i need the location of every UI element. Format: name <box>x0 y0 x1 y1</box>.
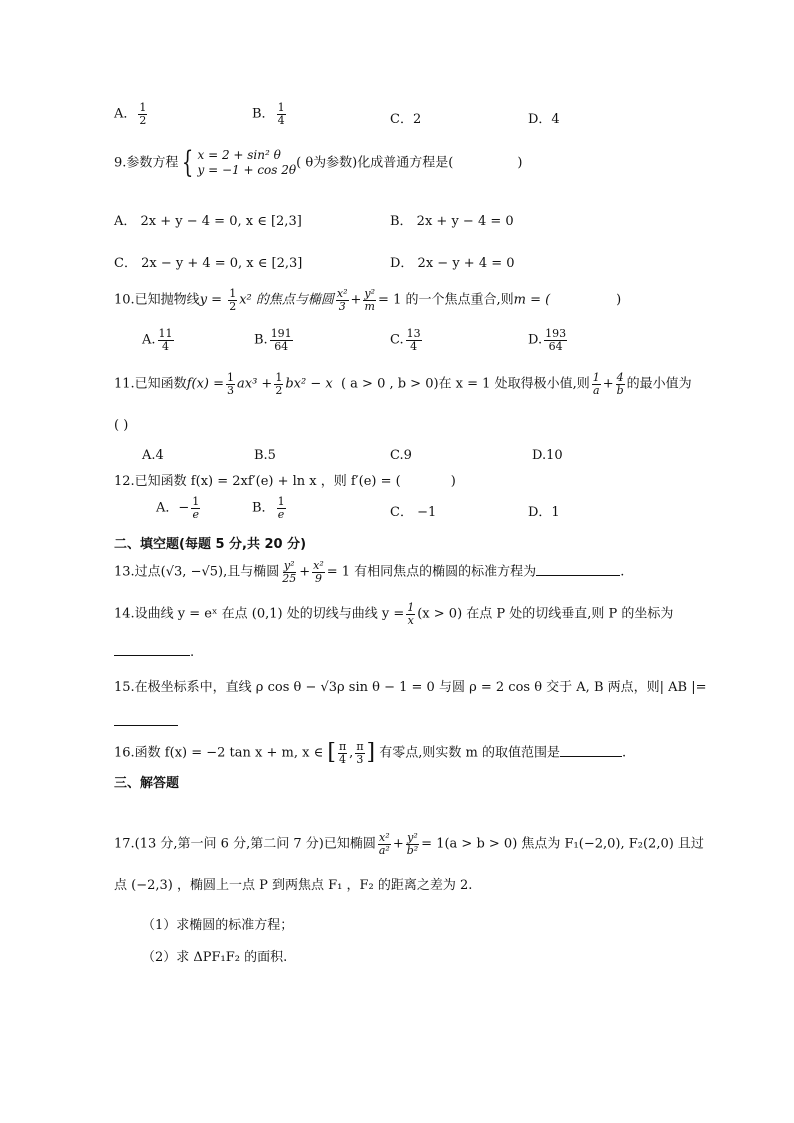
q11-option-c: C.9 <box>390 448 412 463</box>
fraction: $\frac{\text{y²}}{25}$ <box>282 559 297 585</box>
equation-2: y = −1 + cos 2θ <box>197 163 297 177</box>
option-label: B． <box>252 106 275 122</box>
section-3-heading: 三、解答题 <box>114 776 180 791</box>
option-label: C. <box>390 332 404 348</box>
numerator: 1 <box>277 495 285 508</box>
question-12 <box>114 474 456 490</box>
answer-blank[interactable] <box>114 724 178 726</box>
question-prefix: 16.函数 f(x) = −2 tan x + m, x ∈ <box>114 745 324 761</box>
q9-option-b: B． 2x + y − 4 = 0 <box>390 214 514 229</box>
option-label: B. <box>254 332 268 348</box>
close-paren: ) <box>517 155 523 171</box>
q11-paren: ( ) <box>114 418 129 433</box>
q11-option-a: A.4 <box>142 448 164 463</box>
numerator: 191 <box>270 327 292 340</box>
question-prefix: 10.已知抛物线 <box>114 292 200 308</box>
question-text: 12.已知函数 f(x) = 2xf′(e) + ln x ，则 f′(e) = ( <box>114 474 401 489</box>
question-text: = 1(a > b > 0) 焦点为 F₁(−2,0), F₂(2,0) 且过 <box>421 836 704 852</box>
fraction: $\frac{1}{x}$ <box>407 601 415 627</box>
question-suffix: 的最小值为 <box>626 376 692 392</box>
option-label: A． <box>114 106 137 122</box>
right-bracket: ] <box>366 740 376 765</box>
fraction: $\frac{\pi}{3}$ <box>356 740 364 766</box>
q10-option-d <box>528 328 569 352</box>
fraction: $\frac{1}{2}$ <box>275 371 283 397</box>
fraction: $\frac{1}{3}$ <box>227 371 234 397</box>
question-prefix: 13.过点(√3, −√5),且与椭圆 <box>114 564 280 580</box>
q12-option-c: C． −1 <box>390 505 437 520</box>
expr: f(x) = <box>186 376 224 392</box>
fraction: $\frac{\text{x²}}{9}$ <box>313 559 324 585</box>
q8-option-b <box>252 102 288 126</box>
q15-answer-line <box>114 715 178 731</box>
fraction: $\frac{\text{y²}}{\text{b²}}$ <box>406 831 419 857</box>
denominator: 4 <box>410 339 418 353</box>
q11-option-b: B.5 <box>254 448 276 463</box>
fraction: $\frac{\text{x²}}{\text{a²}}$ <box>378 831 390 857</box>
period: . <box>620 564 625 580</box>
close-paren: ) <box>450 474 456 489</box>
fraction: $\frac{4}{b}$ <box>616 371 624 397</box>
question-14 <box>114 602 673 626</box>
numerator: 13 <box>406 327 421 340</box>
option-label: A. <box>142 332 156 348</box>
option-label: A．− <box>156 500 190 516</box>
q10-option-c <box>390 328 424 352</box>
fraction <box>270 328 293 352</box>
expr: ( a > 0 , b > 0)在 x = 1 处取得极小值,则 <box>340 376 590 392</box>
section-2-heading: 二、填空题(每题 5 分,共 20 分) <box>114 537 307 552</box>
period: . <box>190 645 195 660</box>
question-17: 17.(13 分,第一问 6 分,第二问 7 分)已知椭圆 $\frac{\text{x²}}{\text{a²}}$ + $\frac{\text{y²}}{\text{b²}}$ = 1(a > b > 0) 焦点为 F₁(−2,0), F₂(2,0) 且过 <box>114 831 704 857</box>
question-prefix: 11.已知函数 <box>114 376 187 392</box>
fraction <box>191 496 200 520</box>
q8-option-a <box>114 102 149 126</box>
question-9 <box>114 145 523 180</box>
denominator: 4 <box>162 339 170 353</box>
question-10: 10.已知抛物线y = $\frac{1}{2}$ x² 的焦点与椭圆 $\frac{\text{x²}}{3}$ + $\frac{\text{y²}}{m}$ = 1 的一个焦点重合,则m = ( ) <box>114 287 622 313</box>
q11-option-d: D.10 <box>532 448 563 463</box>
expr: = 1 的一个焦点重合,则 <box>378 292 514 308</box>
question-16: 16.函数 f(x) = −2 tan x + m, x ∈ [ $\frac{\pi}{4}$ , $\frac{\pi}{3}$ ] 有零点,则实数 m 的取值范围是 . <box>114 740 627 766</box>
question-text: 14.设曲线 y = eˣ 在点 (0,1) 处的切线与曲线 y = <box>114 606 405 622</box>
question-suffix: ( θ为参数)化成普通方程是( <box>296 155 454 171</box>
question-11: 11.已知函数f(x) = $\frac{1}{3}$ ax³ + $\frac{1}{2}$ bx² − x ( a > 0 , b > 0)在 x = 1 处取得极小值,则 $\frac{1}{a}$ + $\frac{4}{b}$ 的最小值为 <box>114 371 692 397</box>
numerator: 193 <box>545 327 567 340</box>
question-text: 17.(13 分,第一问 6 分,第二问 7 分)已知椭圆 <box>114 836 376 852</box>
fraction <box>138 102 147 126</box>
fraction <box>406 328 422 352</box>
fraction: $\frac{1}{2}$ <box>229 287 237 313</box>
numerator: 1 <box>139 101 147 114</box>
q8-option-d: D．4 <box>528 112 560 127</box>
expr: m = ( <box>513 292 551 308</box>
brace: { <box>182 145 194 180</box>
q12-option-a <box>156 496 202 520</box>
option-label: D. <box>528 332 543 348</box>
denominator: 2 <box>139 113 147 127</box>
question-text: (x > 0) 在点 P 处的切线垂直,则 P 的坐标为 <box>417 606 674 622</box>
equation-system <box>198 148 297 178</box>
q10-option-b <box>254 328 295 352</box>
question-15: 15.在极坐标系中，直线 ρ cos θ − √3ρ sin θ − 1 = 0 与圆 ρ = 2 cos θ 交于 A, B 两点，则| AB |= <box>114 680 707 695</box>
question-prefix: 9.参数方程 <box>114 155 179 171</box>
option-label: B． <box>252 500 275 516</box>
q17-line-2: 点 (−2,3) ，椭圆上一点 P 到两焦点 F₁ ，F₂ 的距离之差为 2. <box>114 878 473 893</box>
answer-blank[interactable] <box>536 574 620 576</box>
denominator: e <box>192 507 200 521</box>
answer-blank[interactable] <box>114 654 190 656</box>
left-bracket: [ <box>327 740 336 765</box>
fraction <box>544 328 567 352</box>
fraction <box>277 102 286 126</box>
denominator: 4 <box>277 113 285 127</box>
expr: x² 的焦点与椭圆 <box>239 292 334 308</box>
numerator: 1 <box>192 495 200 508</box>
expr: y = <box>199 292 227 308</box>
question-13: 13.过点(√3, −√5),且与椭圆 $\frac{\text{y²}}{25}$ + $\frac{\text{x²}}{9}$ = 1 有相同焦点的椭圆的标准方程为 . <box>114 559 625 585</box>
denominator: 64 <box>274 339 289 353</box>
numerator: 11 <box>158 327 173 340</box>
q14-answer-line <box>114 645 194 661</box>
q12-option-b <box>252 496 288 520</box>
fraction <box>158 328 174 352</box>
answer-blank[interactable] <box>560 755 622 757</box>
q10-option-a <box>142 328 176 352</box>
q9-option-a: A． 2x + y − 4 = 0, x ∈ [2,3] <box>114 214 302 229</box>
q17-part-1: （1）求椭圆的标准方程； <box>142 918 294 933</box>
period: . <box>622 745 627 761</box>
fraction: $\frac{\text{x²}}{3}$ <box>336 287 348 313</box>
fraction: $\frac{\text{y²}}{m}$ <box>364 287 376 313</box>
q17-part-2: （2）求 ΔPF₁F₂ 的面积. <box>142 950 288 965</box>
fraction: $\frac{1}{a}$ <box>592 371 600 397</box>
fraction: $\frac{\pi}{4}$ <box>338 740 347 766</box>
denominator: 64 <box>548 339 563 353</box>
q9-option-c: C． 2x − y + 4 = 0, x ∈ [2,3] <box>114 256 303 271</box>
equation-1: x = 2 + sin² θ <box>197 148 281 162</box>
question-suffix: 有零点,则实数 m 的取值范围是 <box>379 745 561 761</box>
close-paren: ) <box>616 292 622 308</box>
q9-option-d: D． 2x − y + 4 = 0 <box>390 256 515 271</box>
denominator: e <box>277 507 285 521</box>
q12-option-d: D．1 <box>528 505 560 520</box>
question-suffix: = 1 有相同焦点的椭圆的标准方程为 <box>326 564 537 580</box>
fraction <box>277 496 286 520</box>
numerator: 1 <box>277 101 285 114</box>
q8-option-c: C．2 <box>390 112 422 127</box>
